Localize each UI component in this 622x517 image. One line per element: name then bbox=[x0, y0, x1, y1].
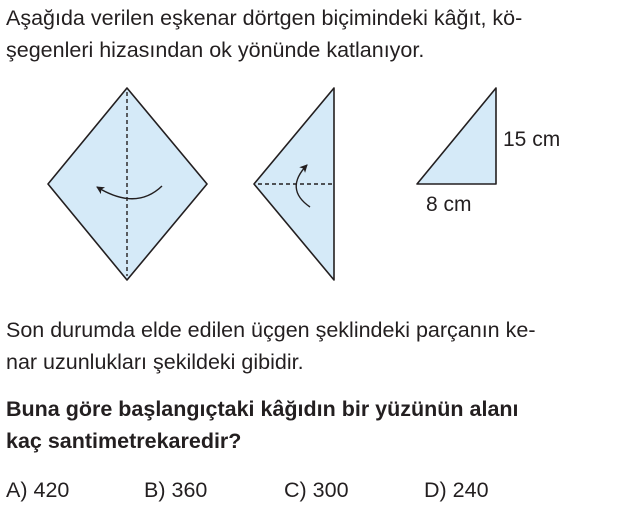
option-a-letter: A) bbox=[6, 478, 28, 502]
option-b-value: 360 bbox=[171, 478, 208, 502]
question-text bbox=[6, 393, 614, 457]
option-d-letter: D) bbox=[424, 478, 447, 502]
question-line-2: kaç santimetrekaredir? bbox=[6, 429, 242, 453]
middle-line-1: Son durumda elde edilen üçgen şeklindeki parçanın ke- bbox=[6, 318, 536, 342]
intro-text bbox=[6, 2, 614, 66]
option-a-value: 420 bbox=[33, 478, 70, 502]
option-a[interactable] bbox=[6, 478, 69, 503]
final-triangle-paper bbox=[417, 88, 496, 184]
intro-line-2: şegenleri hizasından ok yönünde katlanıyor. bbox=[6, 38, 425, 62]
middle-line-2: nar uzunlukları şekildeki gibidir. bbox=[6, 350, 304, 374]
option-b[interactable] bbox=[144, 478, 207, 503]
option-c-letter: C) bbox=[284, 478, 307, 502]
option-c[interactable] bbox=[284, 478, 349, 503]
answer-options bbox=[0, 478, 622, 512]
option-c-value: 300 bbox=[312, 478, 349, 502]
option-d-value: 240 bbox=[452, 478, 489, 502]
question-line-1: Buna göre başlangıçtaki kâğıdın bir yüzünün alanı bbox=[6, 397, 519, 421]
option-b-letter: B) bbox=[144, 478, 166, 502]
horizontal-side-label: 8 cm bbox=[426, 193, 472, 216]
vertical-side-label: 15 cm bbox=[503, 128, 561, 151]
half-rhombus-shape bbox=[254, 88, 334, 280]
middle-text bbox=[6, 314, 614, 378]
option-d[interactable] bbox=[424, 478, 489, 503]
rhombus-shape bbox=[48, 88, 207, 280]
final-triangle-shape bbox=[417, 88, 560, 216]
folding-figure bbox=[0, 78, 622, 298]
intro-line-1: Aşağıda verilen eşkenar dörtgen biçimindeki kâğıt, kö- bbox=[6, 6, 523, 30]
